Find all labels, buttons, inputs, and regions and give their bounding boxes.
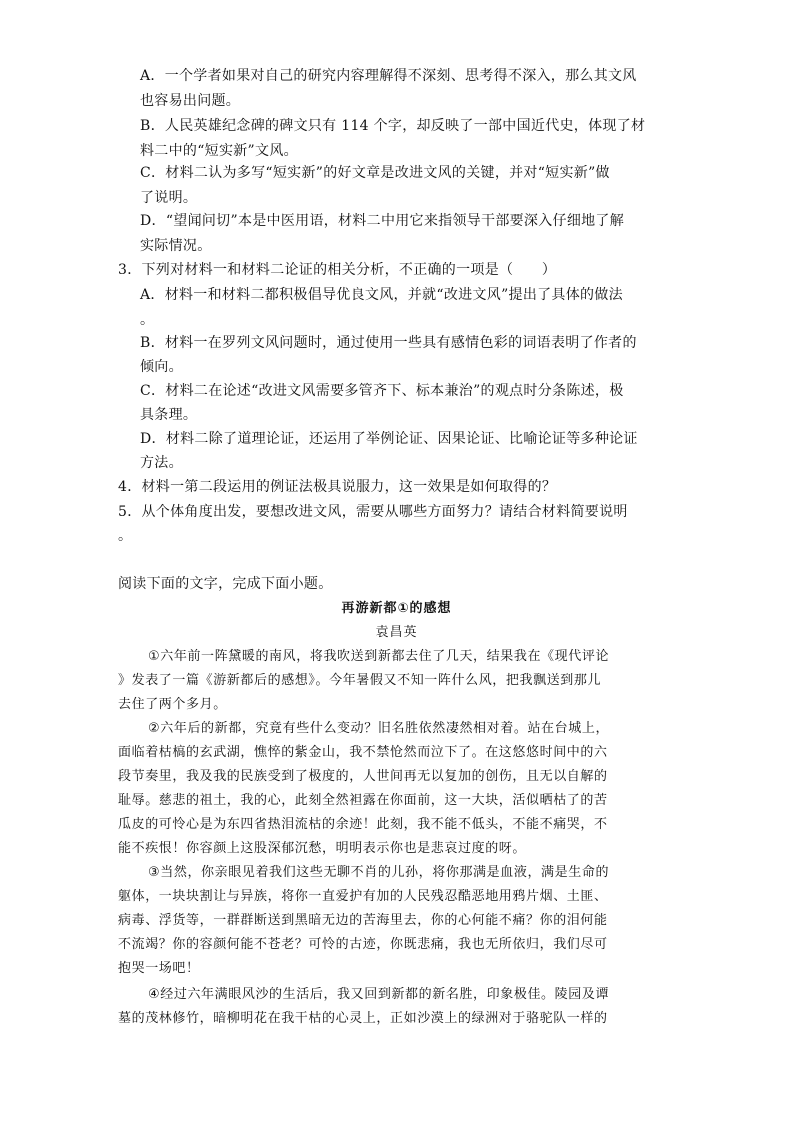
article-title: 再游新都①的感想 [341, 601, 452, 616]
q3-option-d-cont: 方法。 [140, 455, 183, 471]
q3-option-a: A．材料一和材料二都积极倡导优良文风，并就“改进文风”提出了具体的做法 [140, 287, 623, 303]
paragraph-3-line: 抱哭一场吧！ [118, 961, 200, 976]
q3-option-b-cont: 倾向。 [140, 359, 183, 375]
q3-stem: 3．下列对材料一和材料二论证的相关分析，不正确的一项是（ ） [118, 262, 557, 278]
paragraph-4-line: 墓的茂林修竹，暗柳明花在我干枯的心灵上，正如沙漠上的绿洲对于骆驼队一样的 [118, 1011, 608, 1026]
q2-option-b: B．人民英雄纪念碑的碑文只有 114 个字，却反映了一部中国近代史，体现了材 [140, 118, 646, 134]
paragraph-3-line: ③当然，你亲眼见着我们这些无聊不肖的儿孙，将你那满是血液，满是生命的 [148, 865, 610, 880]
q4-stem: 4．材料一第二段运用的例证法极具说服力，这一效果是如何取得的？ [118, 479, 557, 495]
paragraph-2-line: ②六年后的新都，究竟有些什么变动？旧名胜依然凄然相对着。站在台城上， [148, 721, 610, 736]
paragraph-2-line: 段节奏里，我及我的民族受到了极度的，人世间再无以复加的创伤，且无以自解的 [118, 769, 608, 784]
reading-intro: 阅读下面的文字，完成下面小题。 [118, 576, 333, 592]
paragraph-2-line: 面临着枯槁的玄武湖，憔悴的紫金山，我不禁怆然而泣下了。在这悠悠时间中的六 [118, 745, 608, 760]
q2-option-c-cont: 了说明。 [140, 190, 198, 206]
q3-option-c-cont: 具条理。 [140, 407, 198, 423]
paragraph-3-line: 病毒、浮货等，一群群断送到黑暗无边的苦海里去，你的心何能不痛？你的泪何能 [118, 913, 608, 928]
paragraph-1-line: 》发表了一篇《游新都后的感想》。今年暑假又不知一阵什么风，把我飘送到那儿 [118, 673, 602, 688]
q3-option-b: B．材料一在罗列文风问题时，通过使用一些具有感情色彩的词语表明了作者的 [140, 335, 637, 351]
q3-option-c: C．材料二在论述“改进文风需要多管齐下、标本兼治”的观点时分条陈述，极 [140, 383, 624, 399]
q2-option-a: A．一个学者如果对自己的研究内容理解得不深刻、思考得不深入，那么其文风 [140, 68, 637, 84]
q2-option-d-cont: 实际情况。 [140, 238, 212, 254]
q2-option-d: D．“望闻问切”本是中医用语，材料二中用它来指领导干部要深入仔细地了解 [140, 213, 625, 229]
q5-stem-cont: 。 [118, 528, 133, 544]
q2-option-a-cont: 也容易出问题。 [140, 93, 241, 109]
paragraph-3-line: 躯体，一块块割让与异族，将你一直爱护有加的人民残忍酷恶地用鸦片烟、土匪、 [118, 889, 608, 904]
article-author: 袁昌英 [375, 625, 418, 640]
paragraph-3-line: 不流竭？你的容颜何能不苍老？可怜的古迹，你既悲痛，我也无所依归，我们尽可 [118, 937, 608, 952]
paragraph-2-line: 能不疾恨！你容颜上这股深郁沉愁，明明表示你也是悲哀过度的呀。 [118, 841, 527, 856]
q2-option-b-cont: 料二中的“短实新”文风。 [140, 143, 298, 159]
paragraph-1-line: 去住了两个多月。 [118, 697, 227, 712]
paragraph-2-line: 瓜皮的可怜心是为东四省热泪流枯的余迹！此刻，我不能不低头，不能不痛哭，不 [118, 817, 608, 832]
q5-stem: 5．从个体角度出发，要想改进文风，需要从哪些方面努力？请结合材料简要说明 [118, 504, 628, 520]
q3-option-a-cont: 。 [140, 312, 155, 328]
q2-option-c: C．材料二认为多写“短实新”的好文章是改进文风的关键，并对“短实新”做 [140, 165, 610, 181]
paragraph-4-line: ④经过六年满眼风沙的生活后，我又回到新都的新名胜，印象极佳。陵园及谭 [148, 987, 610, 1002]
paragraph-1-line: ①六年前一阵黛暖的南风，将我吹送到新都去住了几天，结果我在《现代评论 [148, 649, 610, 664]
q3-option-d: D．材料二除了道理论证，还运用了举例论证、因果论证、比喻论证等多种论证 [140, 431, 638, 447]
paragraph-2-line: 耻辱。慈悲的祖土，我的心，此刻全然袒露在你面前，这一大块，活似晒枯了的苦 [118, 793, 608, 808]
